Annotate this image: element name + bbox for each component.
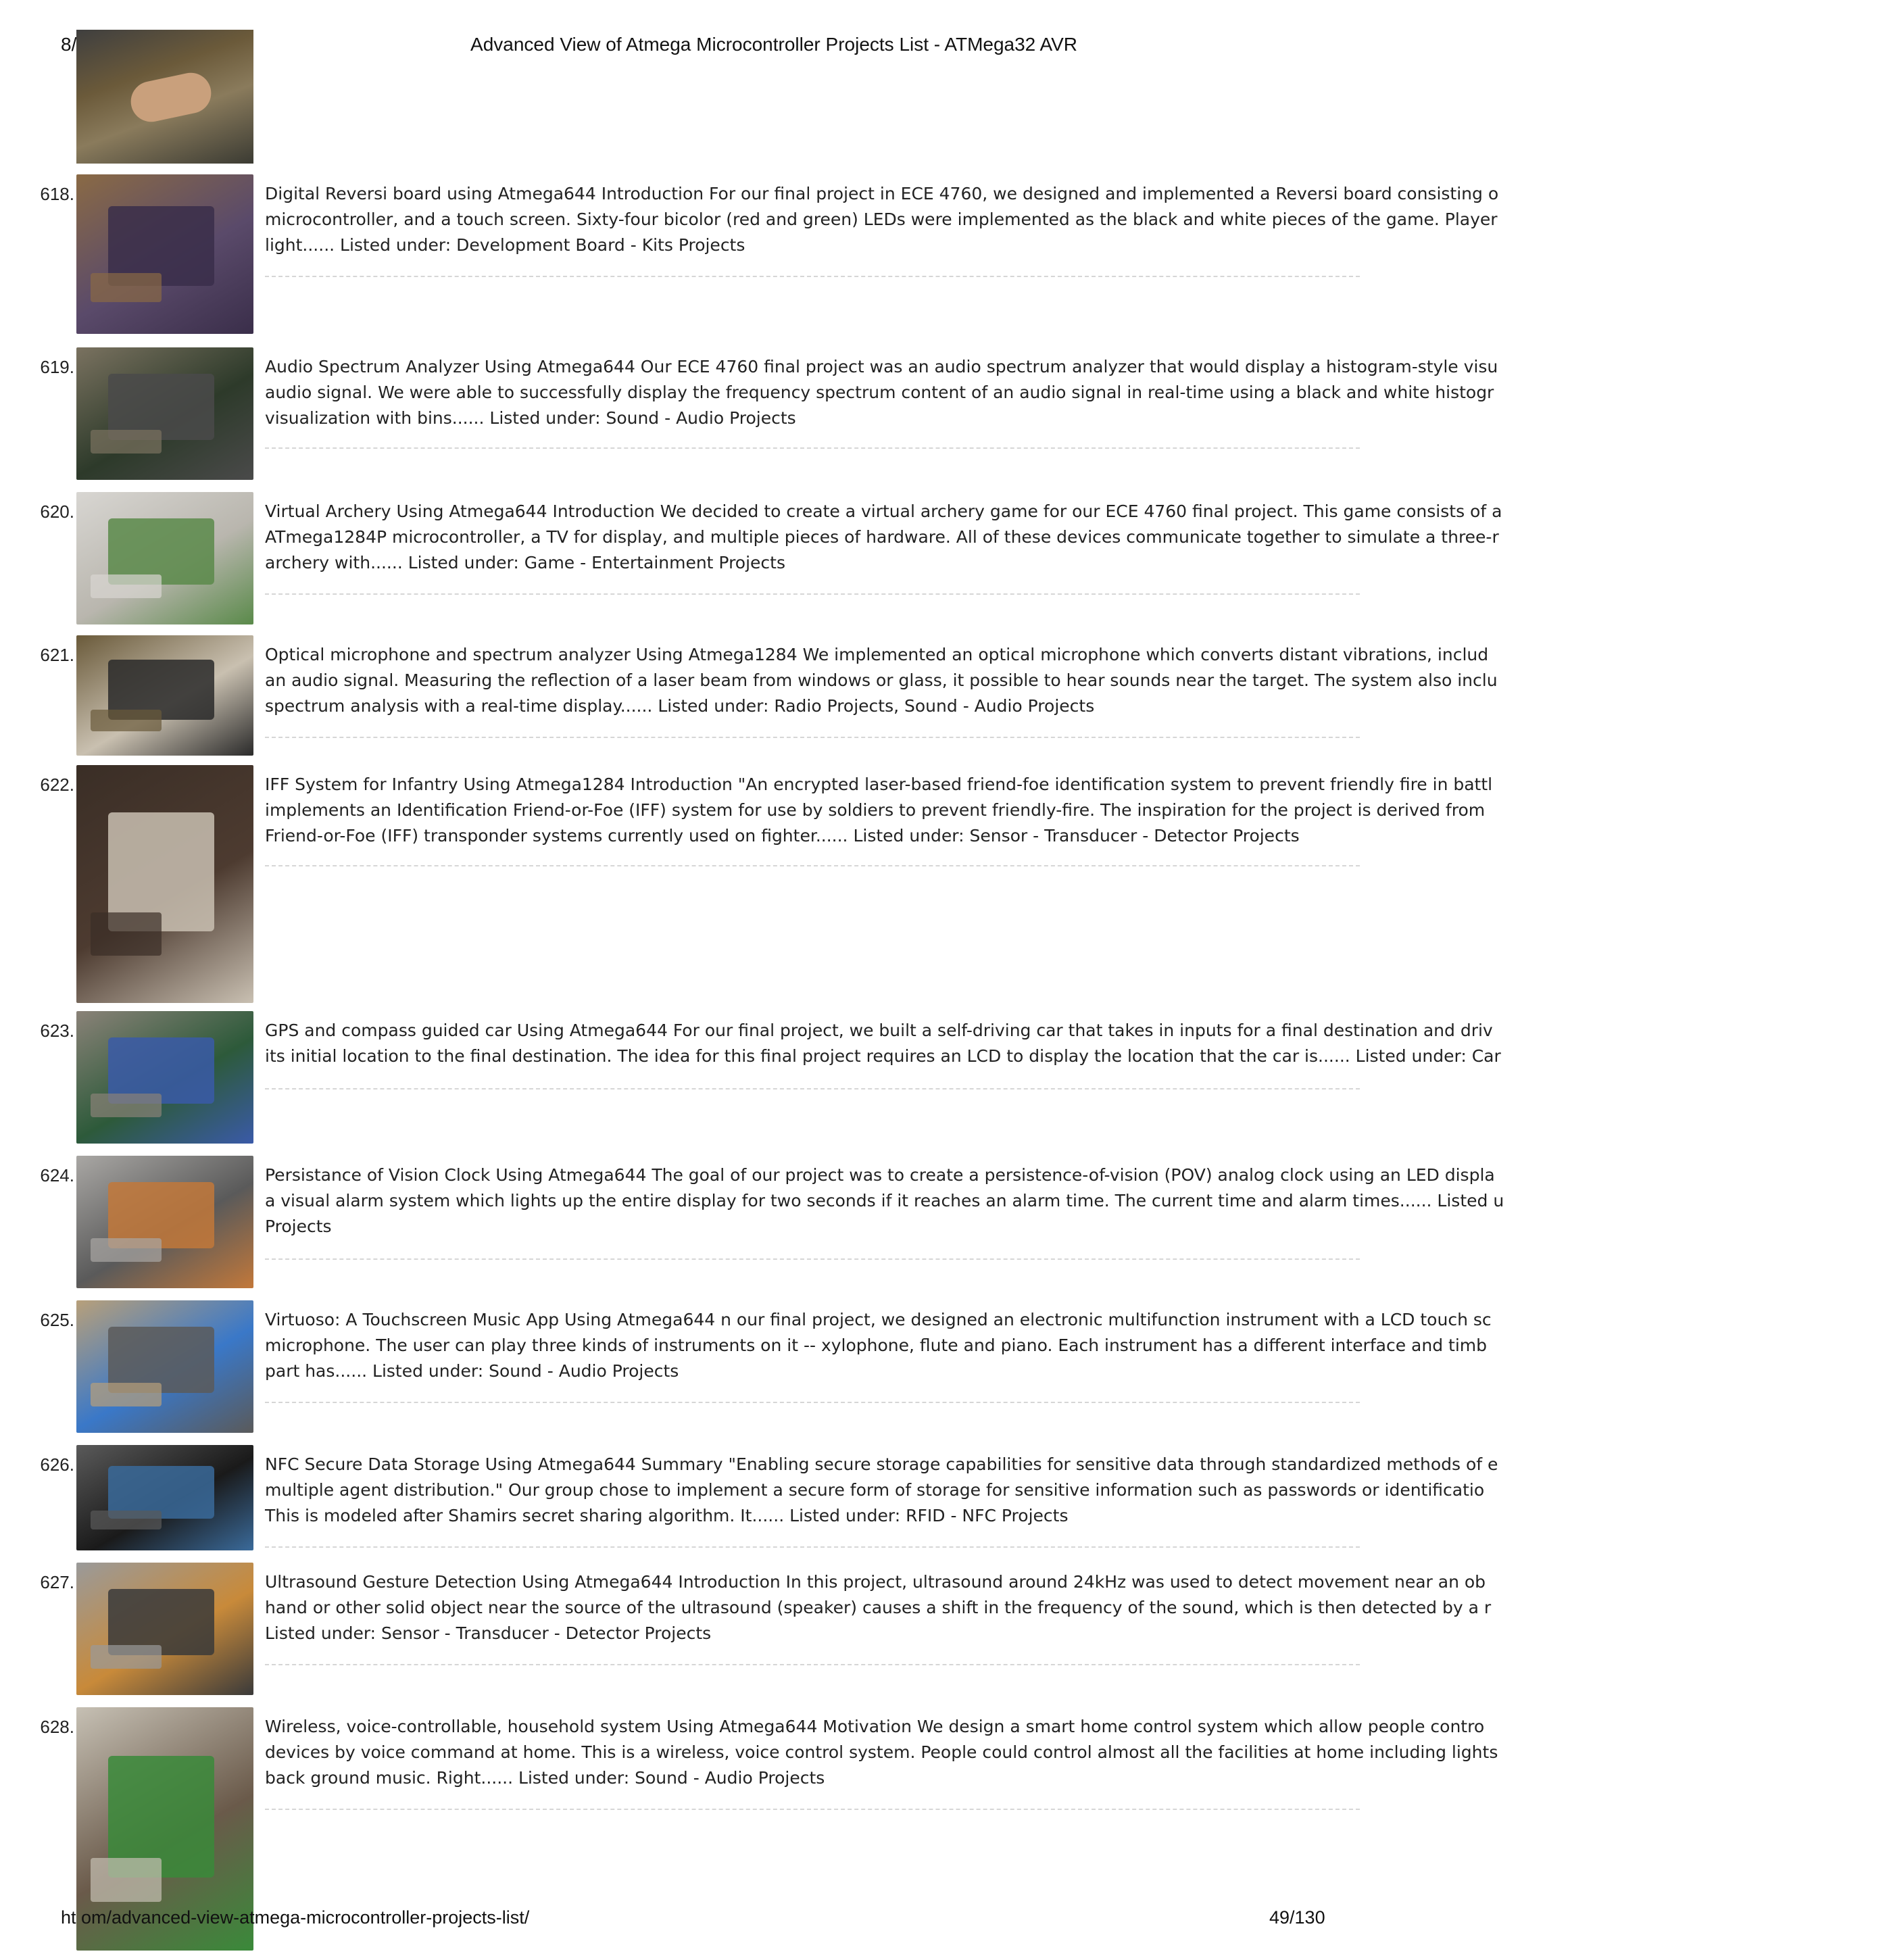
- project-description[interactable]: [265, 499, 1502, 576]
- item-number: 627.: [40, 1572, 74, 1592]
- item-divider: [265, 1664, 1360, 1665]
- item-number: 624.: [40, 1165, 74, 1185]
- thumbnail-detail: [91, 430, 162, 454]
- project-thumbnail[interactable]: [76, 492, 253, 624]
- project-description[interactable]: [265, 642, 1498, 719]
- thumbnail-detail: [91, 1858, 162, 1902]
- description-line: multiple agent distribution." Our group chose to implement a secure form of storage for sensitive information such as passwords or identificatio: [265, 1480, 1485, 1500]
- description-line: NFC Secure Data Storage Using Atmega644 Summary "Enabling secure storage capabilities for sensitive data through standardized methods of e: [265, 1454, 1498, 1474]
- description-line: Projects: [265, 1217, 332, 1236]
- description-line: a visual alarm system which lights up the entire display for two seconds if it reaches an alarm time. The current time and alarm times...... Listed u: [265, 1191, 1504, 1210]
- item-number: 619.: [40, 357, 74, 377]
- item-divider: [265, 865, 1360, 866]
- print-date: 8/: [61, 34, 77, 55]
- thumbnail-detail: [91, 273, 162, 301]
- project-description[interactable]: [265, 354, 1498, 431]
- thumbnail-detail: [91, 1094, 162, 1117]
- item-number: 623.: [40, 1021, 74, 1041]
- description-line: devices by voice command at home. This is a wireless, voice control system. People could control almost all the facilities at home including lights: [265, 1742, 1498, 1762]
- project-description[interactable]: [265, 1018, 1501, 1069]
- page-title: Advanced View of Atmega Microcontroller Projects List - ATMega32 AVR: [470, 34, 1077, 55]
- thumbnail-detail: [91, 1238, 162, 1262]
- description-line: its initial location to the final destination. The idea for this final project requires an LCD to display the location that the car is...... Listed under: Car: [265, 1046, 1501, 1066]
- description-line: Wireless, voice-controllable, household system Using Atmega644 Motivation We design a smart home control system which allow people contro: [265, 1717, 1485, 1736]
- project-description[interactable]: [265, 1307, 1492, 1384]
- description-line: implements an Identification Friend-or-Foe (IFF) system for use by soldiers to prevent friendly-fire. The inspiration for the project is derived from: [265, 800, 1486, 820]
- thumbnail-detail: [91, 1645, 162, 1669]
- item-divider: [265, 593, 1360, 595]
- description-line: Persistance of Vision Clock Using Atmega644 The goal of our project was to create a persistence-of-vision (POV) analog clock using an LED displa: [265, 1165, 1495, 1185]
- project-thumbnail[interactable]: [76, 1300, 253, 1433]
- description-line: hand or other solid object near the source of the ultrasound (speaker) causes a shift in the frequency of the sound, which is then detected by a r: [265, 1598, 1492, 1617]
- description-line: Virtual Archery Using Atmega644 Introduction We decided to create a virtual archery game for our ECE 4760 final project. This game consists of a: [265, 501, 1502, 521]
- description-line: an audio signal. Measuring the reflection of a laser beam from windows or glass, it possible to hear sounds near the target. The system also inclu: [265, 670, 1498, 690]
- project-description[interactable]: [265, 772, 1493, 849]
- item-number: 626.: [40, 1454, 74, 1475]
- thumbnail-detail: [91, 1383, 162, 1406]
- project-thumbnail[interactable]: [76, 765, 253, 1003]
- description-line: microcontroller, and a touch screen. Sixty-four bicolor (red and green) LEDs were implemented as the black and white pieces of the game. Player: [265, 210, 1498, 229]
- item-number: 620.: [40, 501, 74, 522]
- description-line: part has...... Listed under: Sound - Audio Projects: [265, 1361, 679, 1381]
- project-description[interactable]: [265, 1162, 1504, 1240]
- project-thumbnail[interactable]: [76, 1563, 253, 1695]
- item-divider: [265, 1546, 1360, 1548]
- item-divider: [265, 1088, 1360, 1089]
- description-line: IFF System for Infantry Using Atmega1284 Introduction "An encrypted laser-based friend-foe identification system to prevent friendly fire in battl: [265, 775, 1493, 794]
- description-line: Virtuoso: A Touchscreen Music App Using Atmega644 n our final project, we designed an electronic multifunction instrument with a LCD touch sc: [265, 1310, 1492, 1329]
- description-line: ATmega1284P microcontroller, a TV for display, and multiple pieces of hardware. All of these devices communicate together to simulate a three-r: [265, 527, 1499, 547]
- item-divider: [265, 447, 1360, 449]
- thumbnail-detail: [91, 912, 162, 955]
- item-number: 622.: [40, 775, 74, 795]
- item-number: 628.: [40, 1717, 74, 1737]
- description-line: Friend-or-Foe (IFF) transponder systems currently used on fighter...... Listed under: Sensor - Transducer - Detector Projects: [265, 826, 1300, 846]
- item-number: 621.: [40, 645, 74, 665]
- item-number: 625.: [40, 1310, 74, 1330]
- project-description[interactable]: [265, 1452, 1498, 1529]
- page-url[interactable]: ht om/advanced-view-atmega-microcontroller-projects-list/: [61, 1907, 530, 1928]
- description-line: back ground music. Right...... Listed under: Sound - Audio Projects: [265, 1768, 825, 1788]
- project-thumbnail[interactable]: [76, 174, 253, 334]
- project-description[interactable]: [265, 1714, 1498, 1791]
- item-divider: [265, 276, 1360, 277]
- page-number: 49/130: [1269, 1907, 1325, 1928]
- item-divider: [265, 1258, 1360, 1260]
- project-thumbnail[interactable]: [76, 347, 253, 480]
- description-line: visualization with bins...... Listed under: Sound - Audio Projects: [265, 408, 796, 428]
- description-line: Digital Reversi board using Atmega644 Introduction For our final project in ECE 4760, we designed and implemented a Reversi board consisting o: [265, 184, 1499, 203]
- item-divider: [265, 1402, 1360, 1403]
- thumbnail-detail: [91, 1511, 162, 1529]
- description-line: Optical microphone and spectrum analyzer Using Atmega1284 We implemented an optical microphone which converts distant vibrations, includ: [265, 645, 1489, 664]
- thumbnail-detail: [91, 574, 162, 598]
- project-thumbnail[interactable]: [76, 1156, 253, 1288]
- project-thumbnail[interactable]: [76, 1445, 253, 1550]
- description-line: This is modeled after Shamirs secret sharing algorithm. It...... Listed under: RFID - NFC Projects: [265, 1506, 1069, 1525]
- description-line: Listed under: Sensor - Transducer - Detector Projects: [265, 1623, 712, 1643]
- project-thumbnail[interactable]: [76, 1011, 253, 1144]
- item-divider: [265, 1809, 1360, 1810]
- project-thumbnail[interactable]: [76, 635, 253, 756]
- description-line: Audio Spectrum Analyzer Using Atmega644 Our ECE 4760 final project was an audio spectrum analyzer that would display a histogram-style visu: [265, 357, 1498, 376]
- description-line: spectrum analysis with a real-time display...... Listed under: Radio Projects, Sound - Audio Projects: [265, 696, 1095, 716]
- description-line: light...... Listed under: Development Board - Kits Projects: [265, 235, 745, 255]
- description-line: archery with...... Listed under: Game - Entertainment Projects: [265, 553, 785, 572]
- item-divider: [265, 737, 1360, 738]
- thumbnail-detail: [91, 710, 162, 731]
- description-line: audio signal. We were able to successfully display the frequency spectrum content of an audio signal in real-time using a black and white histogr: [265, 383, 1494, 402]
- item-number: 618.: [40, 184, 74, 204]
- project-description[interactable]: [265, 1569, 1492, 1646]
- description-line: GPS and compass guided car Using Atmega644 For our final project, we built a self-driving car that takes in inputs for a final destination and driv: [265, 1021, 1493, 1040]
- description-line: microphone. The user can play three kinds of instruments on it -- xylophone, flute and piano. Each instrument has a different interface and timb: [265, 1336, 1487, 1355]
- project-description[interactable]: [265, 181, 1499, 258]
- description-line: Ultrasound Gesture Detection Using Atmega644 Introduction In this project, ultrasound around 24kHz was used to detect movement near an ob: [265, 1572, 1486, 1592]
